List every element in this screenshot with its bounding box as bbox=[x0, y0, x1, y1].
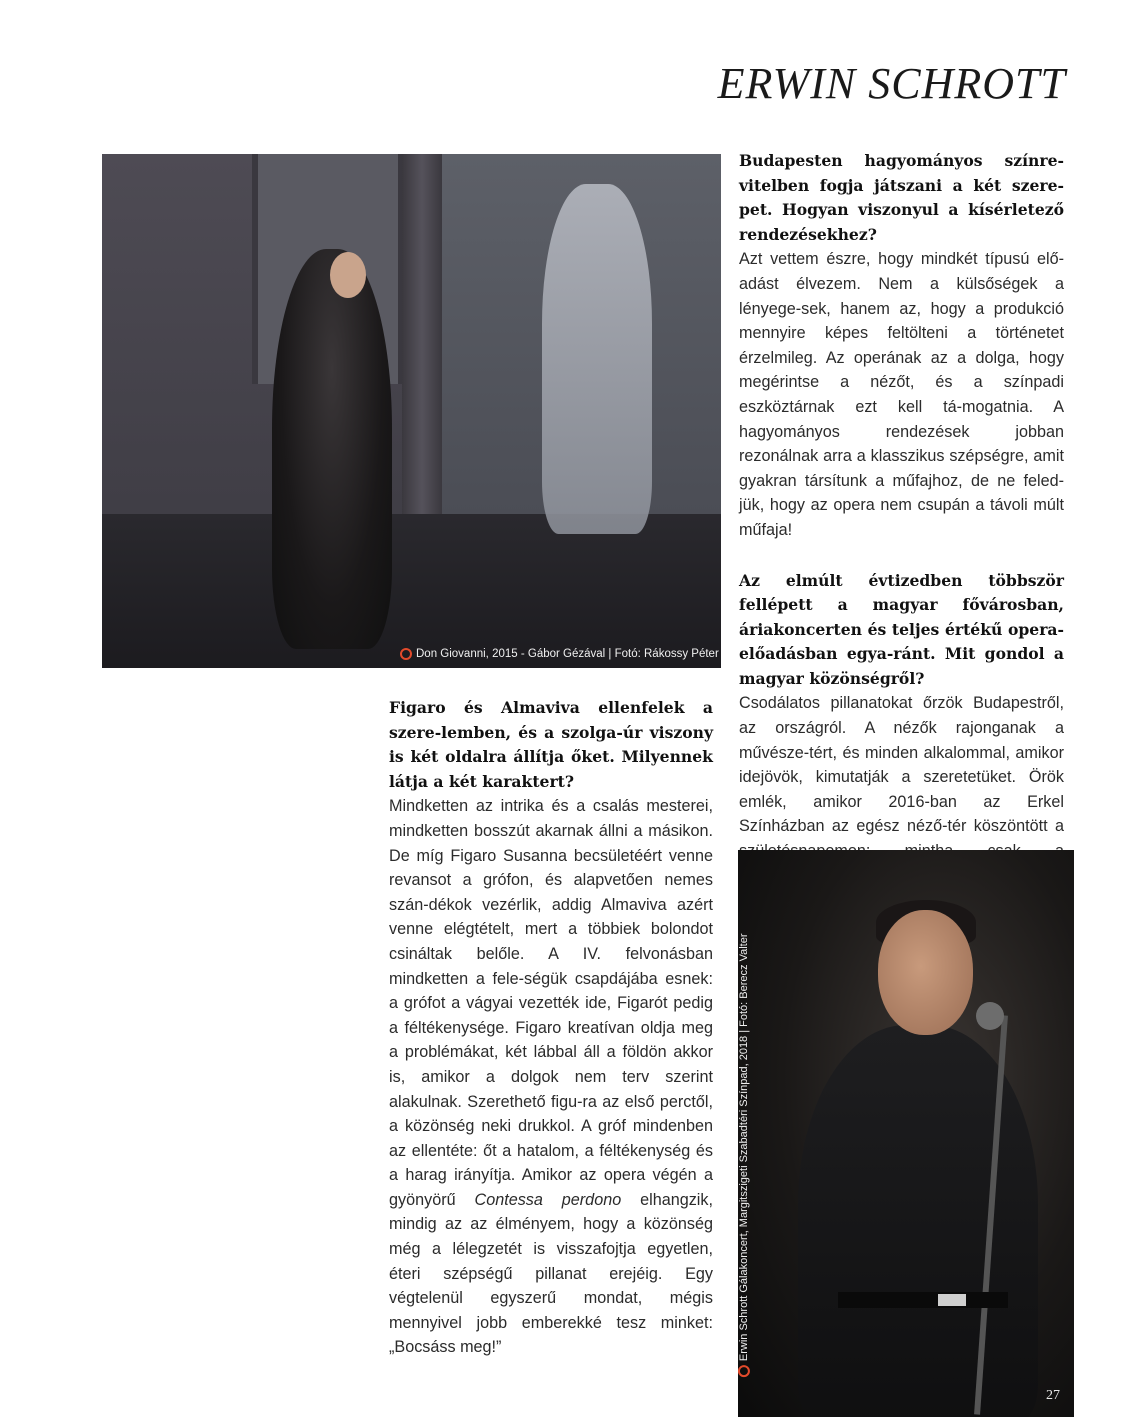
interview-column-right bbox=[739, 149, 1064, 888]
photo-caption-text: Don Giovanni, 2015 - Gábor Gézával | Fotó: Rákossy Péter bbox=[416, 648, 719, 660]
photo-caption-text: Erwin Schrott Gálakoncert, Margitszigeti Szabadtéri Színpad, 2018 | Fotó: Berecz Valter bbox=[738, 933, 750, 1361]
interview-question: Figaro és Almaviva ellenfelek a szere-lemben, és a szolga-úr viszony is két oldalra állítja őket. Milyennek látja a két karaktert? bbox=[389, 698, 713, 791]
page-number: 27 bbox=[1046, 1388, 1060, 1403]
interview-question: Az elmúlt évtizedben többször fellépett a magyar fővárosban, áriakoncerten és teljes értékű opera-előadásban egya-ránt. Mit gondol a magyar közönségről? bbox=[739, 570, 1064, 688]
interview-answer: Azt vettem észre, hogy mindkét típusú elő-adást élvezem. Nem a külsőségek a lényege-sek, hanem az, hogy a produkció mennyire képes feltölteni a történetet érzelmileg. Az operának az a dolga, hogy megérintse a nézőt, és a színpadi eszköztárnak ezt kell tá-mogatnia. A hagyományos rendezések jobban rezonálnak arra a klasszikus szépségre, amit gyakran társítunk a műfajhoz, de ne feled-jük, hogy az opera nem csupán a távoli múlt műfaja! bbox=[739, 250, 1064, 539]
photo-caption bbox=[400, 648, 719, 660]
interview-answer: Csodálatos pillanatokat őrzök Budapestről, az országról. A nézők rajonganak a művésze-tért, és minden alkalommal, amikor idejövök, kimutatják a szeretetüket. Örök emlék, amikor 2016-ban az Erkel Színházban az egész néző-tér köszöntött a bbox=[739, 691, 1064, 888]
interview-question: Budapesten hagyományos színre-vitelben fogja játszani a két szere-pet. Hogyan viszonyul a kísérletező rendezésekhez? bbox=[739, 151, 1064, 244]
interview-column-middle bbox=[389, 696, 713, 1360]
interview-answer: Mindketten az intrika és a csalás mesterei, mindketten bosszút akarnak állni a másikon. De míg Figaro Susanna becsületéért venne revansot a grófon, és alapvetően nemes szán-dékok vezérlik, addig Almaviva azért venne elégtételt, mert a többiek bolondot csináltak belőle. A IV. felvonásban mindketten a fele-ségük csapdájába esnek: a grófot a vágyai vezették ide, Figarót pedig a féltékenysége. Figaro kreatívan oldja meg a problémákat, két lábbal áll a földön akkor is, amikor a dolgok nem terv szerint alakulnak. Szerethető figu-ra az első perctől, a közönség neki drukkol. A gróf mindenben az ellentéte: őt a hatalom, a féltékenység és a harag irányítja. Amikor az opera végén a gyönyörű Contessa perdono elhangzik, mindig az az élményem, hogy a közönség még a lélegzetét is visszafojtja egyetlen, éteri szépségű pillanat erejéig. Egy végtelenül egyszerű mondat, mégis mennyivel jobb emberekké tesz minket: „Bocsáss meg!” bbox=[389, 797, 713, 1357]
italic-title: Contessa perdono bbox=[474, 1190, 622, 1209]
stage-photo bbox=[102, 154, 721, 668]
circle-icon bbox=[400, 648, 412, 660]
circle-icon bbox=[738, 1365, 750, 1377]
page-title: ERWIN SCHROTT bbox=[717, 59, 1066, 108]
concert-photo bbox=[738, 850, 1074, 1417]
